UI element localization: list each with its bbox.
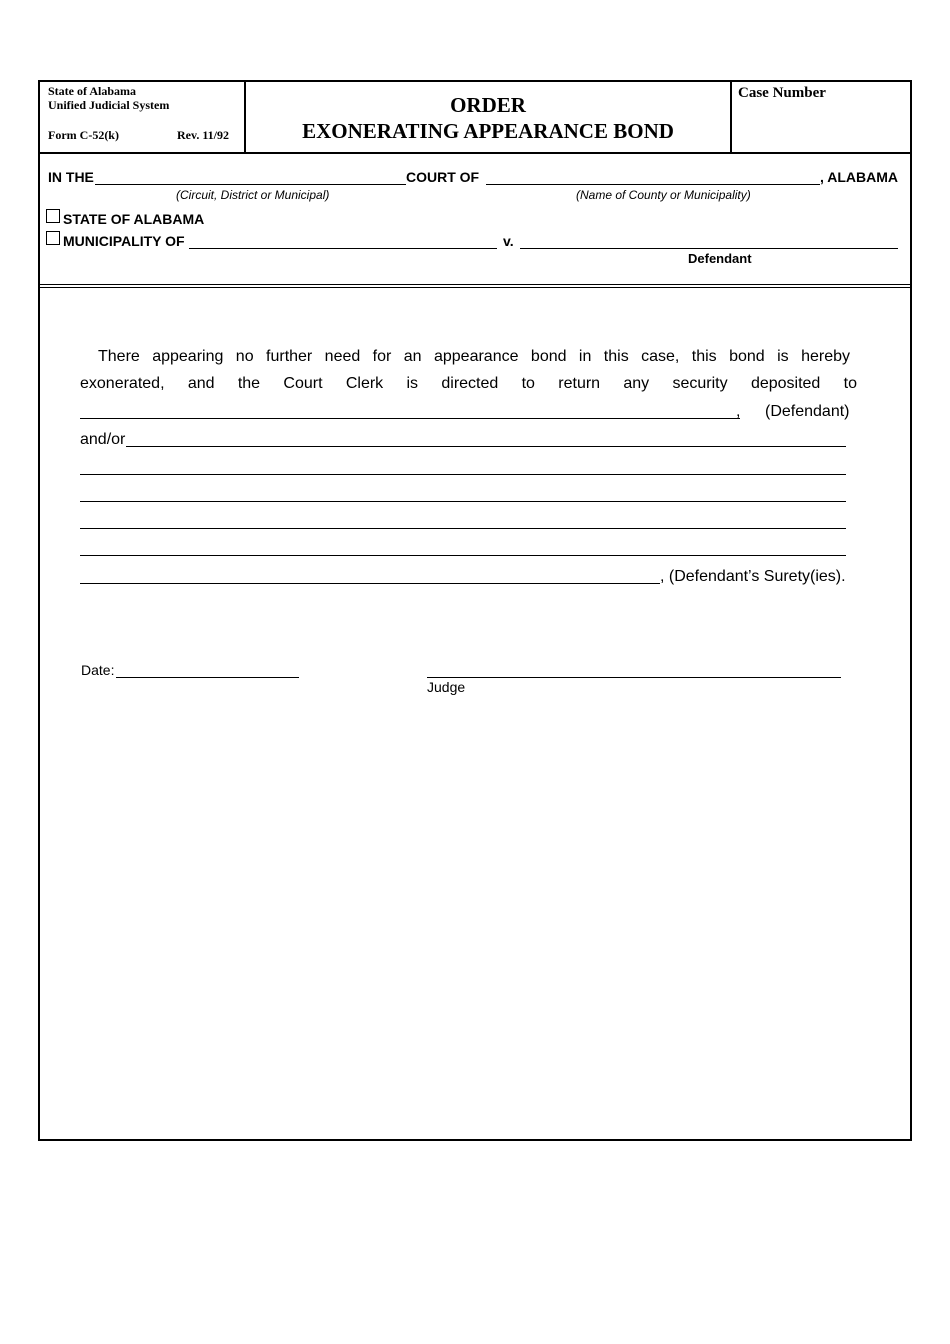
surety-tag: , (Defendant’s Surety(ies). [660,568,846,585]
court-type-note: (Circuit, District or Municipal) [176,188,330,202]
court-type-line[interactable] [95,184,406,185]
defendant-comma: , [736,403,741,420]
judge-label: Judge [427,679,466,695]
form-title-line2: EXONERATING APPEARANCE BOND [302,119,674,143]
municipality-checkbox[interactable] [46,231,60,245]
date-line[interactable] [116,677,299,678]
case-number-field[interactable] [738,106,898,142]
caption-rule-bottom [40,287,910,288]
county-line[interactable] [486,184,820,185]
form-number: Form C-52(k) [48,128,119,142]
case-number-label: Case Number [738,85,826,101]
state-of-alabama-checkbox[interactable] [46,209,60,223]
surety-line-5[interactable] [80,555,846,556]
and-or-label: and/or [80,431,126,448]
in-the-label: IN THE [48,169,94,185]
header-divider-right [730,82,732,152]
agency-line1: State of Alabama [48,84,136,98]
surety-line-4[interactable] [80,528,846,529]
defendant-return-line[interactable] [80,418,740,419]
county-note: (Name of County or Municipality) [576,188,751,202]
court-of-label: COURT OF [406,169,480,185]
versus-label: v. [503,233,514,249]
order-text-line2: exonerated, and the Court Clerk is directed to return any security deposited to [80,375,857,392]
surety-line-3[interactable] [80,501,846,502]
surety-line-6[interactable] [80,583,660,584]
header-bottom-rule [40,152,910,154]
municipality-of-label: MUNICIPALITY OF [63,233,185,249]
surety-line-1[interactable] [126,446,846,447]
defendant-name-line[interactable] [520,248,898,249]
order-form [38,80,912,1141]
surety-line-2[interactable] [80,474,846,475]
date-label: Date: [81,662,115,678]
form-revision: Rev. 11/92 [177,128,230,142]
agency-line2: Unified Judicial System [48,98,170,112]
alabama-suffix: , ALABAMA [820,169,899,185]
judge-signature-line[interactable] [427,677,841,678]
state-of-alabama-label: STATE OF ALABAMA [63,211,205,227]
defendant-tag: (Defendant) [765,403,850,420]
form-title-line1: ORDER [450,93,526,117]
municipality-line[interactable] [189,248,497,249]
defendant-label: Defendant [688,251,752,266]
order-text-line1: There appearing no further need for an appearance bond in this case, this bond is hereby [98,348,850,365]
caption-rule-top [40,284,910,285]
